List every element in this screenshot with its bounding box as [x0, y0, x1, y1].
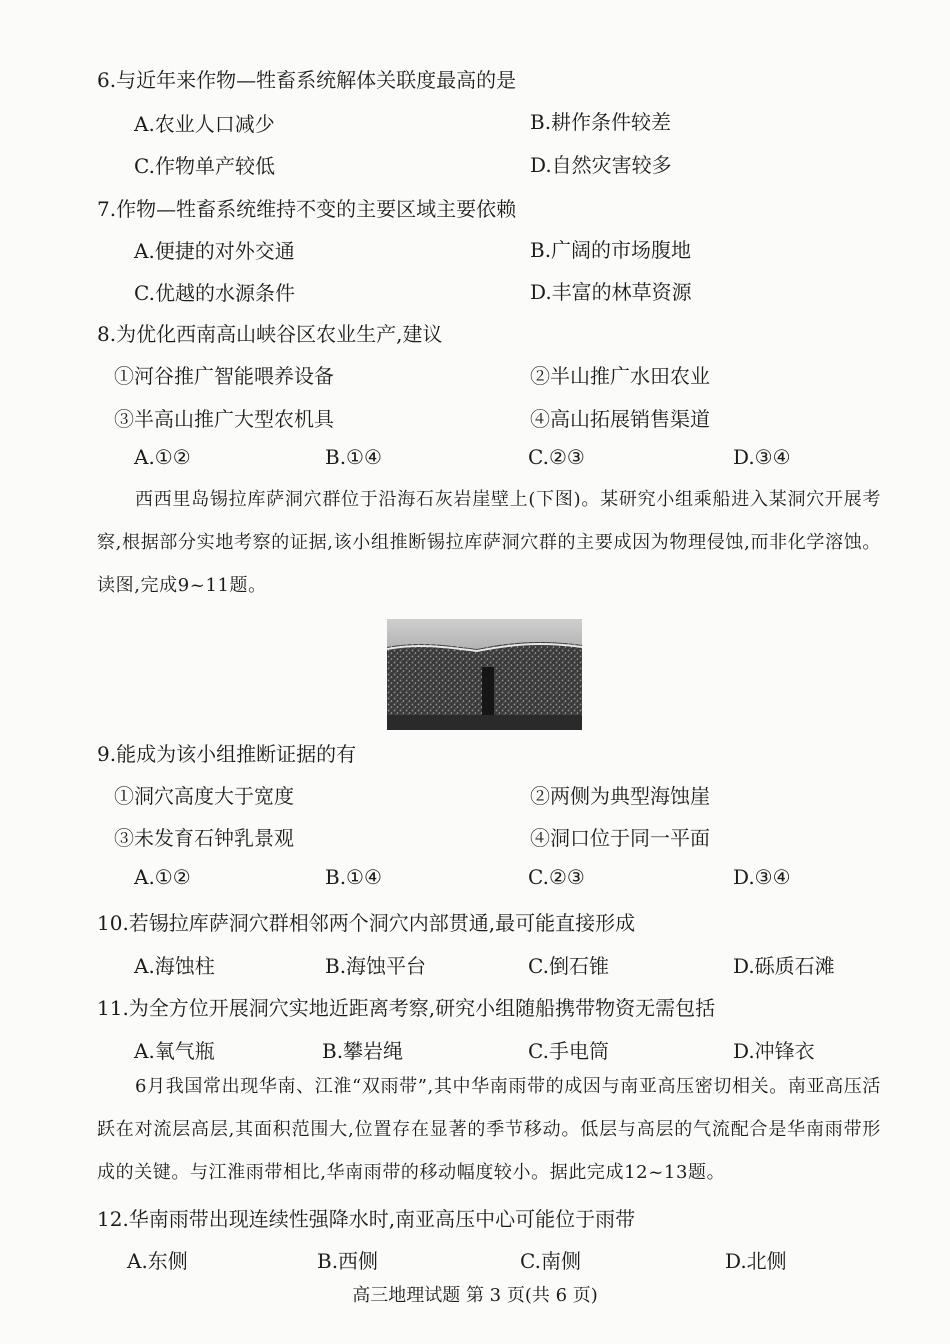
q8-option-b: B.①④	[325, 445, 382, 469]
q11-option-d: D.冲锋衣	[733, 1039, 815, 1063]
q8-statement-4: ④高山拓展销售渠道	[530, 407, 710, 431]
q10-option-b: B.海蚀平台	[325, 954, 427, 978]
question-8-stem: 8.为优化西南高山峡谷区农业生产,建议	[97, 322, 443, 346]
q10-option-a: A.海蚀柱	[134, 954, 215, 978]
question-11-stem: 11.为全方位开展洞穴实地近距离考察,研究小组随船携带物资无需包括	[97, 996, 716, 1020]
passage-cave: 西西里岛锡拉库萨洞穴群位于沿海石灰岩崖壁上(下图)。某研究小组乘船进入某洞穴开展考察,根据部分实地考察的证据,该小组推断锡拉库萨洞穴群的主要成因为物理侵蚀,而非化学溶蚀。读图,完成9~11题。	[97, 489, 881, 596]
question-12-stem: 12.华南雨带出现连续性强降水时,南亚高压中心可能位于雨带	[97, 1207, 636, 1231]
question-6-stem: 6.与近年来作物—牲畜系统解体关联度最高的是	[97, 68, 517, 92]
q8-option-c: C.②③	[528, 445, 585, 469]
q7-option-c: C.优越的水源条件	[134, 281, 295, 305]
q11-option-c: C.手电筒	[528, 1039, 609, 1063]
cave-cliff-photo	[387, 619, 582, 730]
q6-option-d: D.自然灾害较多	[530, 153, 672, 177]
q11-option-a: A.氧气瓶	[134, 1039, 215, 1063]
q8-option-d: D.③④	[733, 445, 791, 469]
q8-option-a: A.①②	[134, 445, 191, 469]
question-7-stem: 7.作物—牲畜系统维持不变的主要区域主要依赖	[97, 197, 517, 221]
q6-option-c: C.作物单产较低	[134, 154, 275, 178]
q11-option-b: B.攀岩绳	[322, 1039, 404, 1063]
q6-option-b: B.耕作条件较差	[530, 110, 672, 134]
q8-statement-2: ②半山推广水田农业	[530, 364, 710, 388]
q12-option-a: A.东侧	[127, 1249, 188, 1273]
q12-option-b: B.西侧	[317, 1249, 379, 1273]
q9-option-a: A.①②	[134, 865, 191, 889]
q9-statement-4: ④洞口位于同一平面	[530, 826, 710, 850]
question-9-stem: 9.能成为该小组推断证据的有	[97, 742, 357, 766]
question-10-stem: 10.若锡拉库萨洞穴群相邻两个洞穴内部贯通,最可能直接形成	[97, 911, 636, 935]
q9-statement-1: ①洞穴高度大于宽度	[114, 784, 294, 808]
page-footer: 高三地理试题 第 3 页(共 6 页)	[352, 1285, 598, 1306]
q7-option-d: D.丰富的林草资源	[530, 280, 692, 304]
q12-option-d: D.北侧	[725, 1249, 787, 1273]
q12-option-c: C.南侧	[520, 1249, 581, 1273]
q7-option-b: B.广阔的市场腹地	[530, 238, 692, 262]
q8-statement-3: ③半高山推广大型农机具	[114, 407, 334, 431]
q6-option-a: A.农业人口减少	[134, 112, 275, 136]
q10-option-c: C.倒石锥	[528, 954, 609, 978]
q9-option-c: C.②③	[528, 865, 585, 889]
q9-option-b: B.①④	[325, 865, 382, 889]
q9-statement-2: ②两侧为典型海蚀崖	[530, 784, 710, 808]
q8-statement-1: ①河谷推广智能喂养设备	[114, 364, 334, 388]
q9-statement-3: ③未发育石钟乳景观	[114, 826, 294, 850]
passage-rainband: 6月我国常出现华南、江淮“双雨带”,其中华南雨带的成因与南亚高压密切相关。南亚高压活跃在对流层高层,其面积范围大,位置存在显著的季节移动。低层与高层的气流配合是华南雨带形成的关键。与江淮雨带相比,华南雨带的移动幅度较小。据此完成12~13题。	[97, 1076, 881, 1183]
q7-option-a: A.便捷的对外交通	[134, 239, 295, 263]
q10-option-d: D.砾质石滩	[733, 954, 835, 978]
q9-option-d: D.③④	[733, 865, 791, 889]
